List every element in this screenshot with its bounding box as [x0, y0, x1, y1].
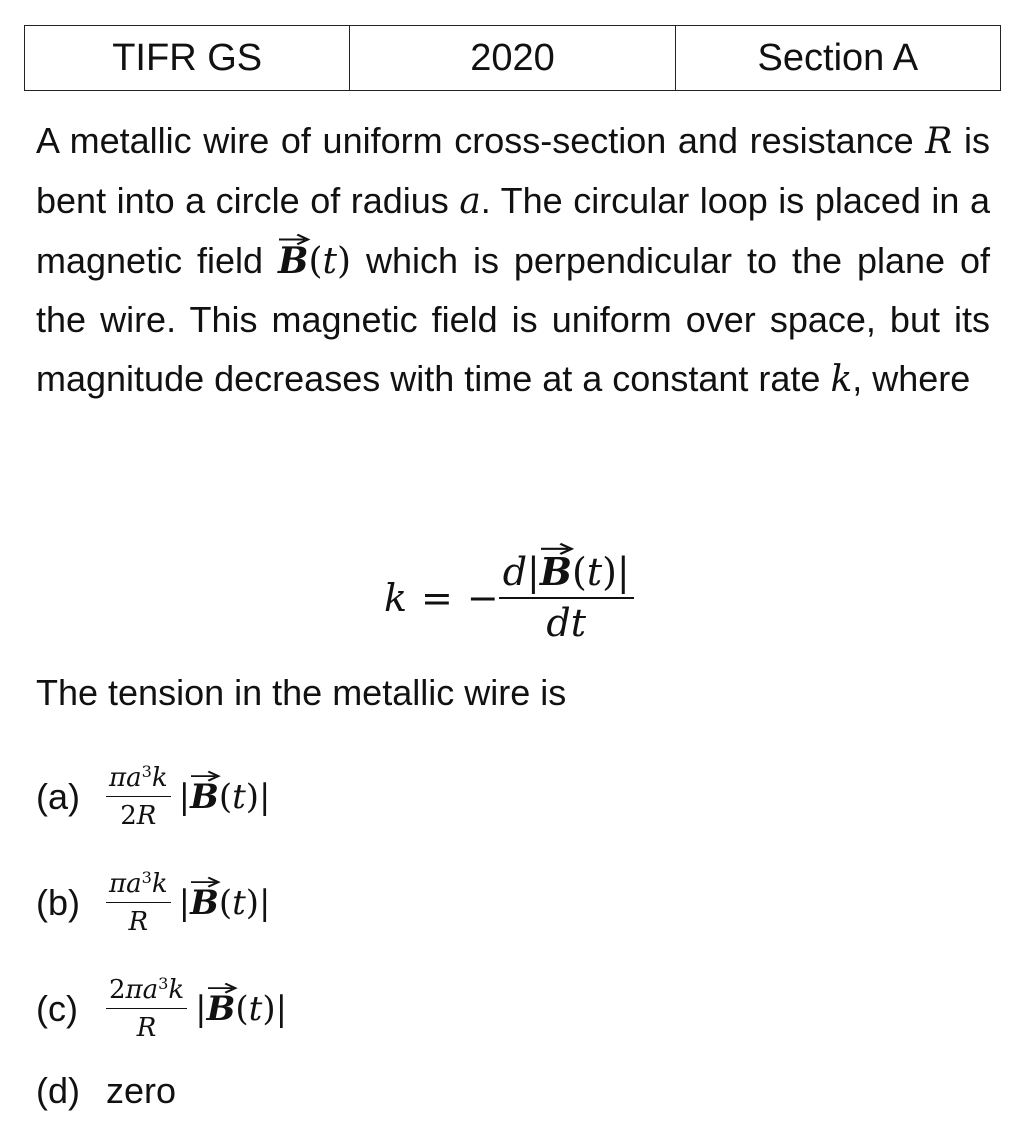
option-label: (c)	[36, 987, 78, 1029]
header-row	[25, 26, 1001, 91]
equation-numerator: d| B(t)|	[499, 550, 634, 597]
header-table	[24, 25, 1001, 91]
magnetic-field-vector	[278, 239, 309, 282]
vector-arrow-icon	[191, 770, 220, 780]
option-c[interactable]	[36, 974, 287, 1043]
rate-equation	[384, 538, 634, 658]
exam-year-cell: 2020	[350, 26, 675, 91]
option-a[interactable]	[36, 762, 271, 831]
vector-arrow-icon	[191, 876, 220, 886]
field-magnitude: | B(t)|	[179, 883, 271, 923]
option-text: zero	[106, 1070, 177, 1111]
problem-text-5: , where	[852, 358, 971, 400]
problem-text-3: . The circular loop is placed in a magnetic field	[36, 179, 990, 281]
equation-minus: −	[466, 576, 499, 620]
rate-symbol: k	[830, 359, 853, 401]
option-label: (d)	[36, 1070, 80, 1111]
equation-denominator: dt	[546, 601, 587, 645]
vector-arrow-icon	[208, 982, 237, 992]
exam-name-cell: TIFR GS	[25, 26, 350, 91]
option-fraction: $\frac{2\pi a^3k}{R}$	[106, 974, 187, 1043]
vector-arrow-icon	[279, 233, 309, 244]
field-magnitude: | B(t)|	[179, 777, 271, 817]
option-label: (b)	[36, 881, 80, 923]
resistance-symbol: R	[925, 121, 953, 162]
problem-text-4: which is perpendicular to the plane of the wire. This magnetic field is uniform over space, but its magnitude decreases with time at a constant rate	[36, 239, 990, 400]
question-text: The tension in the metallic wire is	[36, 672, 567, 713]
radius-symbol: a	[459, 180, 481, 222]
field-paren-close: )	[336, 240, 352, 282]
field-time-symbol: t	[322, 240, 337, 282]
option-b[interactable]	[36, 868, 271, 937]
equation-field-vector: B	[540, 553, 572, 591]
exam-section-cell: Section A	[675, 26, 1000, 91]
problem-text-2: is bent into a circle of radius	[36, 120, 991, 221]
option-label: (a)	[36, 775, 80, 817]
option-d[interactable]	[36, 1070, 176, 1112]
vector-arrow-icon	[541, 542, 573, 553]
field-magnitude: | B(t)|	[195, 989, 287, 1029]
equation-fraction	[499, 550, 634, 646]
problem-statement	[36, 112, 990, 410]
field-symbol: B	[278, 239, 309, 282]
equation-equals: =	[421, 576, 453, 620]
equation-lhs: k	[384, 576, 408, 620]
field-paren-open: (	[308, 240, 323, 282]
problem-text-1: A metallic wire of uniform cross-section and resistance	[36, 120, 926, 161]
option-fraction: $\frac{\pi a^3k}{R}$	[106, 868, 171, 937]
option-fraction: $\frac{\pi a^3k}{2R}$	[106, 762, 171, 831]
